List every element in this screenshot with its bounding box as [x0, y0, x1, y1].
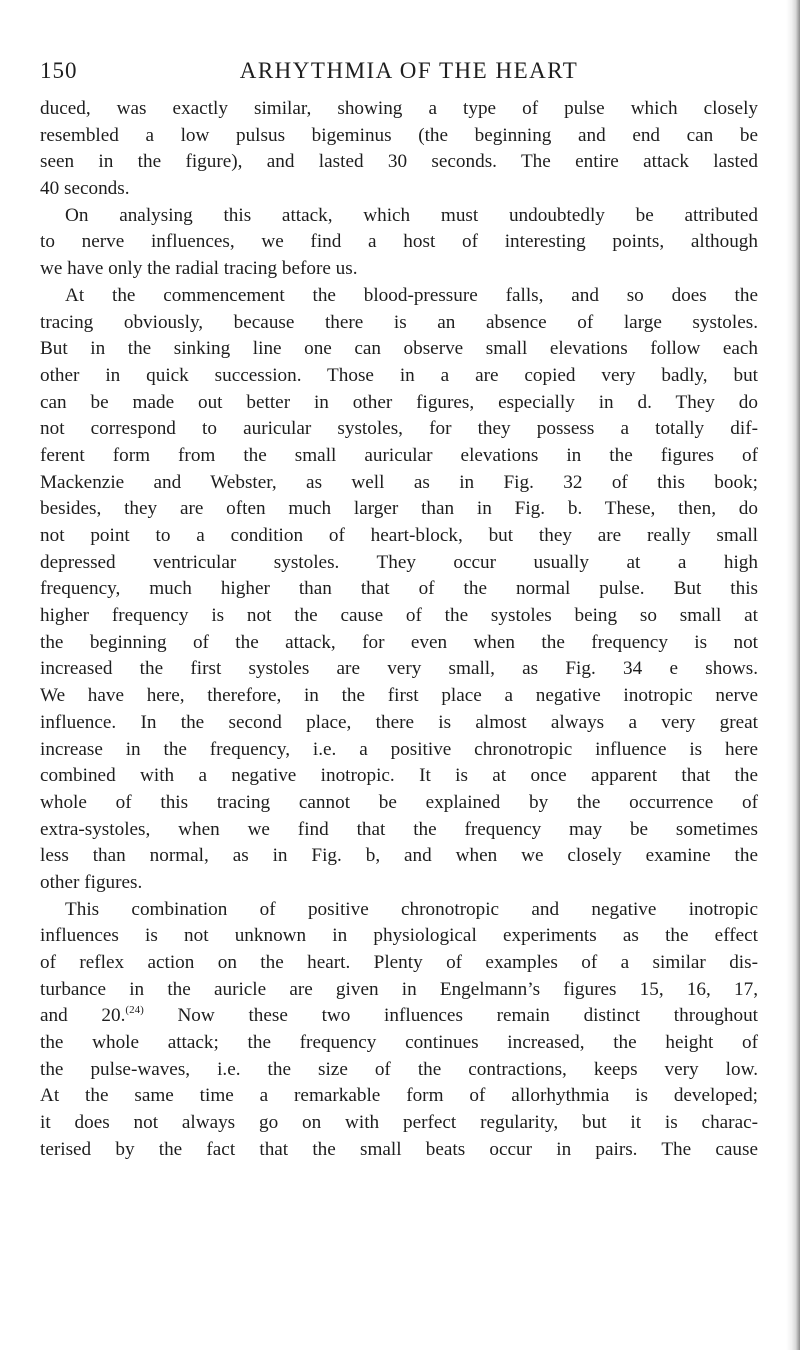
running-title: ARHYTHMIA OF THE HEART [239, 58, 579, 83]
text-line: resembled a low pulsus bigeminus (the beginning and end can be [40, 124, 758, 146]
text-line: influences is not unknown in physiological experiments as the effect [40, 925, 758, 947]
text-line: frequency, much higher than that of the normal pulse. But this [40, 578, 758, 600]
text-line: not correspond to auricular systoles, for they possess a totally dif- [40, 418, 758, 440]
text-line: depressed ventricular systoles. They occur usually at a high [40, 551, 758, 573]
text-line: whole of this tracing cannot be explained by the occurrence of [40, 791, 758, 813]
text-line: we have only the radial tracing before us. [40, 258, 358, 280]
text-line: other figures. [40, 871, 143, 893]
text-line: turbance in the auricle are given in Engelmann’s figures 15, 16, 17, [40, 978, 758, 1000]
text-line: besides, they are often much larger than in Fig. b. These, then, do [40, 498, 758, 520]
text-line: At the commencement the blood-pressure falls, and so does the [65, 284, 758, 306]
text-line: terised by the fact that the small beats occur in pairs. The cause [40, 1138, 758, 1160]
text-line: it does not always go on with perfect regularity, but it is charac- [40, 1112, 758, 1134]
text-line: tracing obviously, because there is an absence of large systoles. [40, 311, 758, 333]
text-line: less than normal, as in Fig. b, and when we closely examine the [40, 845, 758, 867]
page-number: 150 [40, 58, 78, 83]
text-line: and 20.$^{(24)}$ Now these two influences remain distinct throughout [40, 1004, 758, 1027]
text-line: 40 seconds. [40, 178, 130, 200]
text-line: the beginning of the attack, for even when the frequency is not [40, 631, 758, 653]
text-line: On analysing this attack, which must undoubtedly be attributed [65, 204, 758, 226]
text-line: not point to a condition of heart-block, but they are really small [40, 525, 758, 546]
text-line: higher frequency is not the cause of the systoles being so small at [40, 605, 758, 627]
text-line: increased the first systoles are very small, as Fig. 34 e shows. [40, 658, 758, 680]
text-line: seen in the figure), and lasted 30 seconds. The entire attack lasted [40, 151, 758, 173]
text-line: increase in the frequency, i.e. a positive chronotropic influence is here [40, 738, 758, 760]
text-line: We have here, therefore, in the first place a negative inotropic nerve [40, 685, 758, 707]
text-line: influence. In the second place, there is almost always a very great [40, 711, 758, 733]
text-line: combined with a negative inotropic. It is at once apparent that the [40, 765, 758, 787]
text-line: extra-systoles, when we find that the frequency may be sometimes [40, 818, 758, 840]
text-line: duced, was exactly similar, showing a type of pulse which closely [40, 98, 758, 119]
text-line: the pulse-waves, i.e. the size of the contractions, keeps very low. [40, 1058, 758, 1080]
footnote-reference: (24) [125, 1004, 144, 1017]
text-line: of reflex action on the heart. Plenty of examples of a similar dis- [40, 952, 758, 973]
text-line: to nerve influences, we find a host of interesting points, although [40, 231, 758, 253]
text-line: At the same time a remarkable form of allorhythmia is developed; [40, 1085, 758, 1107]
text-line: ferent form from the small auricular elevations in the figures of [40, 444, 758, 466]
text-line: Mackenzie and Webster, as well as in Fig. 32 of this book; [40, 471, 758, 493]
text-line: the whole attack; the frequency continues increased, the height of [40, 1032, 758, 1054]
body-text [40, 96, 758, 1164]
text-line: can be made out better in other figures, especially in d. They do [40, 391, 758, 413]
text-line: But in the sinking line one can observe small elevations follow each [40, 338, 758, 360]
page-edge-shadow [786, 0, 800, 1350]
page-header [40, 58, 758, 90]
text-line: other in quick succession. Those in a are copied very badly, but [40, 364, 758, 386]
text-line: This combination of positive chronotropic and negative inotropic [65, 898, 758, 920]
